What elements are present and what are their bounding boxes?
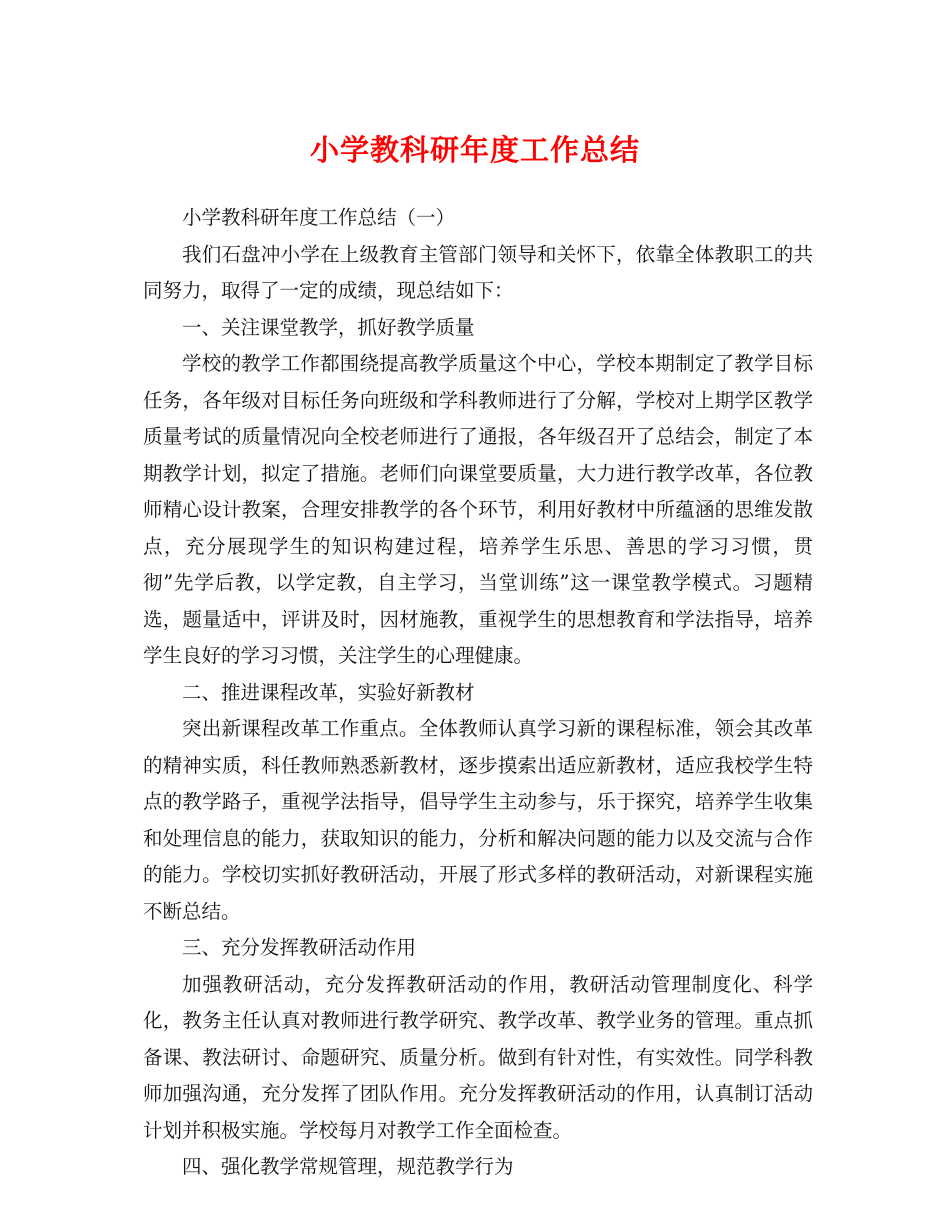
section-heading-3: 三、充分发挥教研活动作用 xyxy=(182,936,417,959)
section-heading-4: 四、强化教学常规管理，规范教学行为 xyxy=(182,1155,514,1178)
paragraph-section-1: 学校的教学工作都围绕提高教学质量这个中心，学校本期制定了教学目标任务，各年级对目标任务向班级和学科教师进行了分解，学校对上期学区教学质量考试的质量情况向全校老师进行了通报，各年级召开了总结会，制定了本期教学计划，拟定了措施。老师们向课堂要质量，大力进行教学改革，各位教师精心设计教案，合理安排教学的各个环节，利用好教材中所蕴涵的思维发散点，充分展现学生的知识构建过程，培养学生乐思、善思的学习习惯，贯彻”先学后教，以学定教，自主学习，当堂训练”这一课堂教学模式。习题精选，题量适中，评讲及时，因材施教，重视学生的思想教育和学法指导，培养学生良好的学习习惯，关注学生的心理健康。 xyxy=(143,352,813,667)
paragraph-section-2: 突出新课程改革工作重点。全体教师认真学习新的课程标准，领会其改革的精神实质，科任教师熟悉新教材，逐步摸索出适应新教材，适应我校学生特点的教学路子，重视学法指导，倡导学生主动参与，乐于探究，培养学生收集和处理信息的能力，获取知识的能力，分析和解决问题的能力以及交流与合作的能力。学校切实抓好教研活动，开展了形式多样的教研活动，对新课程实施不断总结。 xyxy=(143,717,813,923)
section-heading-2: 二、推进课程改革，实验好新教材 xyxy=(182,680,475,704)
document-title: 小学教科研年度工作总结 xyxy=(309,133,640,167)
document-body xyxy=(143,200,813,1186)
paragraph-section-3: 加强教研活动，充分发挥教研活动的作用，教研活动管理制度化、科学化，教务主任认真对教师进行教学研究、教学改革、教学业务的管理。重点抓备课、教法研讨、命题研究、质量分析。做到有针对性，有实效性。同学科教师加强沟通，充分发挥了团队作用。充分发挥教研活动的作用，认真制订活动计划并积极实施。学校每月对教学工作全面检查。 xyxy=(143,972,813,1142)
paragraph-intro: 我们石盘冲小学在上级教育主管部门领导和关怀下，依靠全体教职工的共同努力，取得了一定的成绩，现总结如下： xyxy=(143,242,813,302)
paragraph-subtitle: 小学教科研年度工作总结（一） xyxy=(182,206,456,229)
section-heading-1: 一、关注课堂教学，抓好教学质量 xyxy=(182,315,475,339)
